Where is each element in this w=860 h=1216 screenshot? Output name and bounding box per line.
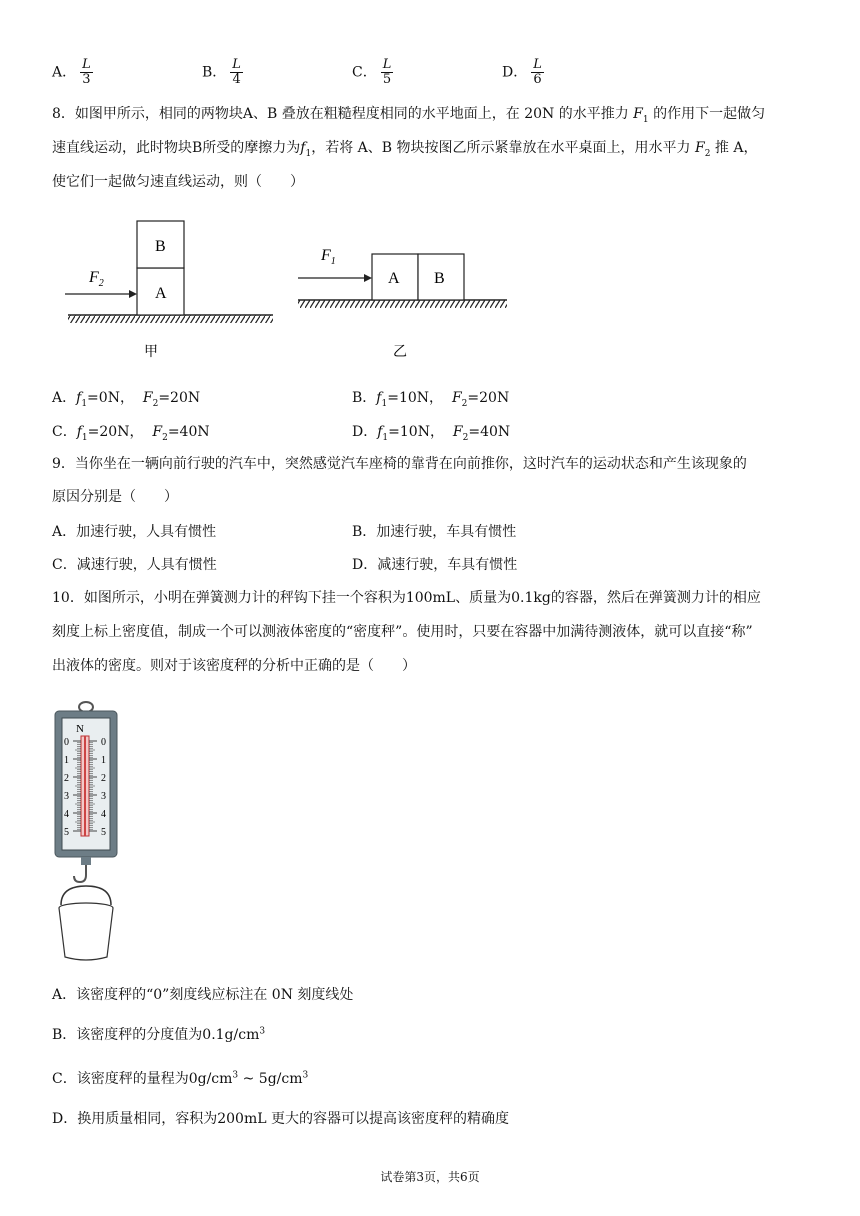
friction-symbol: f: [300, 140, 306, 156]
q10-option-d: D．换用质量相同，容积为200mL 更大的容器可以提高该密度秤的精确度: [52, 1111, 509, 1127]
fraction-numerator: L: [82, 57, 91, 72]
figure-left: [65, 221, 273, 360]
option-letter: A．: [52, 64, 77, 81]
fraction-numerator: L: [232, 57, 241, 72]
q8-option-a: A．$f_1=0N$， $F_2=20N$: [52, 390, 201, 409]
page-footer: 试卷第3页，共6页: [380, 1170, 480, 1184]
fraction: [381, 58, 394, 87]
figure-right: [298, 247, 507, 360]
block-a-label: A: [388, 270, 400, 287]
q7-option-d: [502, 58, 544, 87]
tick-label-left: 5: [64, 827, 69, 838]
subscript: 1: [305, 148, 312, 159]
q9-stem-line2: 原因分别是（ ）: [52, 489, 178, 505]
q8-stem-line2: [52, 138, 757, 164]
hook-icon: [74, 865, 86, 882]
fraction: [531, 58, 544, 87]
q7-option-b: [202, 58, 243, 87]
superscript: 3: [259, 1026, 266, 1037]
q8-option-b: B．$f_1=10N$， $F_2=20N$: [352, 390, 510, 409]
text: 使它们一起做匀速直线运动，则（ ）: [52, 174, 304, 190]
q8-figure: [55, 212, 525, 372]
option-letter: C．: [352, 64, 377, 81]
tick-label-right: 4: [101, 809, 106, 820]
option-f-value: 10N: [399, 424, 430, 440]
q9-option-c: C．减速行驶，人具有惯性: [52, 557, 217, 573]
tick-label-right: 3: [101, 791, 106, 802]
superscript: 3: [302, 1070, 309, 1081]
text: ，若将 A、B 物块按图乙所示紧靠放在水平桌面上，用水平力: [311, 140, 691, 156]
q9-stem-line1: 9．当你坐在一辆向前行驶的汽车中，突然感觉汽车座椅的靠背在向前推你，这时汽车的运动状态和产生该现象的: [52, 456, 747, 472]
fraction: [230, 58, 243, 87]
force-symbol: F: [694, 140, 705, 156]
arrow-head-icon: [364, 274, 372, 282]
text: 速直线运动，此时物块B所受的摩擦力为: [52, 140, 301, 156]
text: 推 A，: [714, 140, 758, 156]
arrow-head-icon: [129, 290, 137, 298]
tick-label-left: 4: [64, 809, 69, 820]
hook-stem: [81, 857, 91, 865]
fraction-denominator: 5: [382, 72, 392, 87]
ground-hatch: [68, 315, 273, 323]
option-letter: D．: [352, 424, 378, 440]
fraction-denominator: 4: [232, 72, 241, 87]
q10-stem-line2: 刻度上标上密度值，制成一个可以测液体密度的“密度秤”。使用时，只要在容器中加满待测液体，就可以直接“称”: [52, 624, 753, 640]
tick-label-left: 3: [64, 791, 69, 802]
block-b-label: B: [155, 238, 166, 255]
option-letter: B．: [202, 64, 227, 81]
tick-label-left: 1: [64, 755, 69, 766]
option-letter: D．: [502, 64, 528, 81]
option-F-value: 20N: [479, 390, 510, 406]
q7-option-a: [52, 58, 93, 87]
option-f-value: 0N: [98, 390, 120, 406]
q7-option-c: [352, 58, 393, 87]
tick-label-right: 1: [101, 755, 106, 766]
text: 8．如图甲所示，相同的两物块A、B 叠放在粗糙程度相同的水平地面上，在 20N 的水平推力: [52, 106, 629, 122]
bucket-icon: [59, 908, 113, 960]
bucket-handle: [61, 886, 111, 905]
subscript: 2: [704, 148, 711, 159]
tick-label-left: 0: [64, 737, 69, 748]
q9-option-b: B．加速行驶，车具有惯性: [352, 524, 517, 540]
q8-stem-line3: [52, 172, 304, 192]
force-symbol: F: [633, 106, 643, 122]
spring-scale-figure: [52, 700, 127, 965]
tick-label-right: 2: [101, 773, 106, 784]
caption-left: 甲: [144, 344, 158, 360]
force-label: $F_2$: [89, 269, 104, 289]
fraction: [80, 58, 93, 87]
fraction-numerator: L: [382, 57, 392, 72]
q10-option-a: A．该密度秤的“0”刻度线应标注在 0N 刻度线处: [52, 987, 354, 1003]
superscript: 3: [232, 1070, 239, 1081]
q10-stem-line3: 出液体的密度。则对于该密度秤的分析中正确的是（ ）: [52, 658, 416, 674]
text: ~ 5g/cm: [238, 1071, 303, 1087]
option-f-value: 10N: [398, 390, 430, 406]
text: B．该密度秤的分度值为0.1g/cm: [52, 1027, 260, 1043]
tick-label-right: 5: [101, 827, 106, 838]
option-letter: B．: [352, 390, 377, 406]
q9-option-d: D．减速行驶，车具有惯性: [352, 557, 518, 573]
tick-label-left: 2: [64, 773, 69, 784]
unit-label: N: [76, 723, 84, 735]
option-letter: C．: [52, 424, 77, 440]
block-b-label: B: [434, 270, 445, 287]
q8-option-d: D．$f_1=10N$， $F_2=40N$: [352, 424, 511, 443]
ground-hatch: [298, 300, 507, 308]
caption-right: 乙: [393, 344, 407, 360]
q8-stem-line1: [52, 104, 765, 130]
force-label: $F_1$: [321, 247, 336, 267]
option-f-value: 20N: [99, 424, 130, 440]
q8-option-c: C．$f_1=20N$， $F_2=40N$: [52, 424, 210, 443]
option-F-value: 40N: [480, 424, 511, 440]
subscript: 1: [642, 114, 649, 125]
q10-option-c: [52, 1068, 308, 1088]
text: 的作用下一起做匀: [653, 106, 766, 122]
block-a-label: A: [155, 285, 167, 302]
q9-option-a: A．加速行驶，人具有惯性: [52, 524, 217, 540]
option-letter: A．: [52, 390, 77, 406]
option-F-value: 20N: [170, 390, 201, 406]
q10-stem-line1: 10．如图所示，小明在弹簧测力计的秤钩下挂一个容积为100mL、质量为0.1kg的容器，然后在弹簧测力计的相应: [52, 590, 761, 606]
fraction-numerator: L: [533, 57, 542, 72]
fraction-denominator: 3: [82, 72, 91, 87]
option-F-value: 40N: [179, 424, 210, 440]
fraction-denominator: 6: [533, 72, 542, 87]
tick-label-right: 0: [101, 737, 106, 748]
text: C．该密度秤的量程为0g/cm: [52, 1071, 233, 1087]
q10-option-b: [52, 1024, 265, 1044]
